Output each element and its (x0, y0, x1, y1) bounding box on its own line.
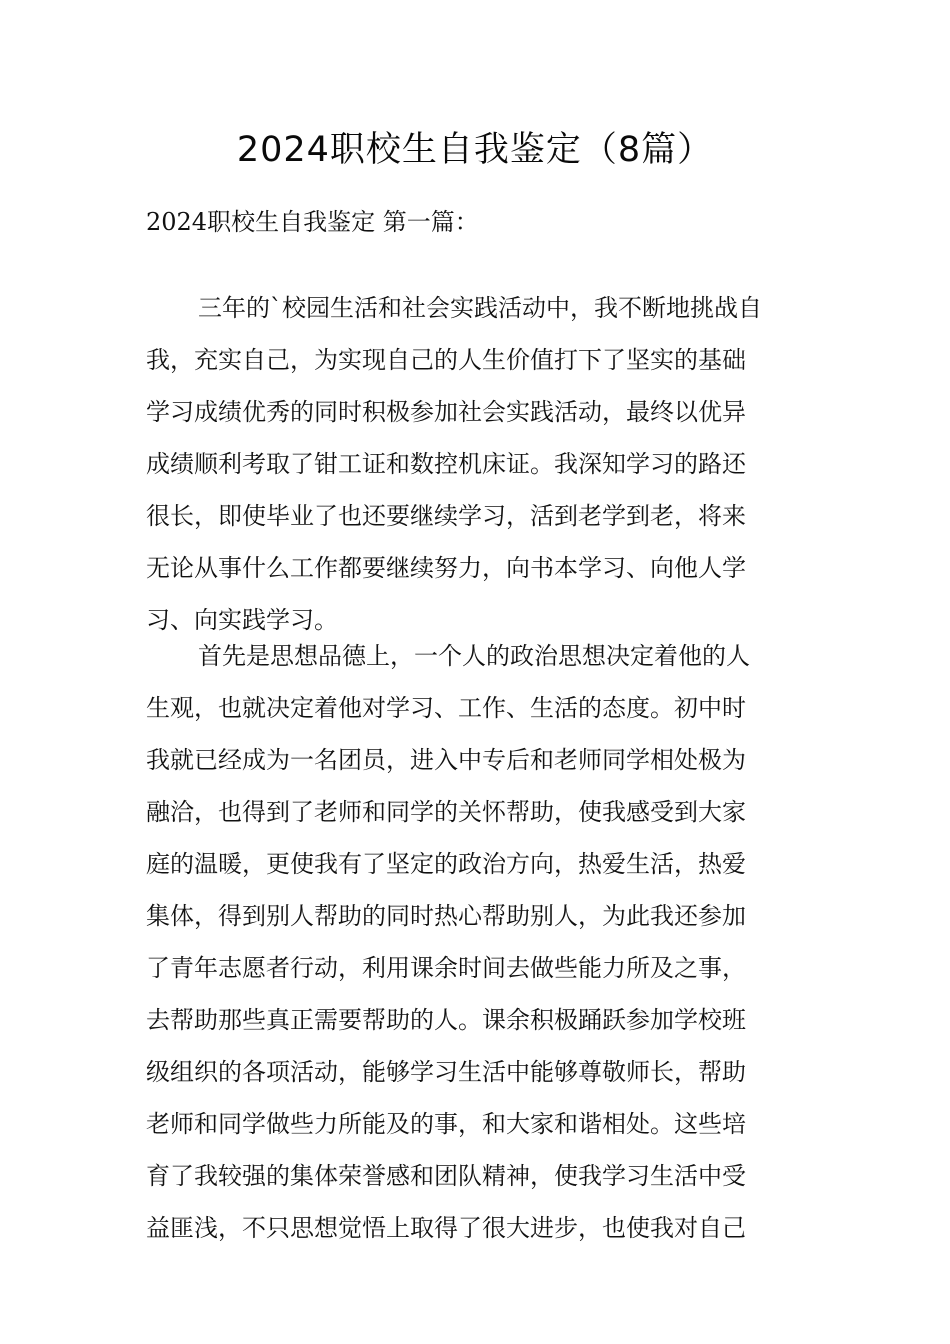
document-title: 2024职校生自我鉴定（8篇） (236, 130, 714, 170)
paragraph-line: 三年的`校园生活和社会实践活动中，我不断地挑战自 (198, 294, 762, 322)
paragraph-line: 育了我较强的集体荣誉感和团队精神，使我学习生活中受 (146, 1162, 746, 1190)
paragraph-line: 融洽，也得到了老师和同学的关怀帮助，使我感受到大家 (146, 798, 746, 826)
paragraph-line: 学习成绩优秀的同时积极参加社会实践活动，最终以优异 (146, 398, 746, 426)
paragraph-line: 首先是思想品德上，一个人的政治思想决定着他的人 (198, 642, 750, 670)
paragraph-1 (146, 282, 826, 646)
paragraph-line: 习、向实践学习。 (146, 606, 338, 634)
paragraph-2 (146, 630, 826, 1254)
paragraph-line: 无论从事什么工作都要继续努力，向书本学习、向他人学 (146, 554, 746, 582)
paragraph-line: 庭的温暖，更使我有了坚定的政治方向，热爱生活，热爱 (146, 850, 746, 878)
paragraph-line: 老师和同学做些力所能及的事，和大家和谐相处。这些培 (146, 1110, 746, 1138)
paragraph-line: 生观，也就决定着他对学习、工作、生活的态度。初中时 (146, 694, 746, 722)
paragraph-line: 去帮助那些真正需要帮助的人。课余积极踊跃参加学校班 (146, 1006, 746, 1034)
section-heading: 2024职校生自我鉴定 第一篇： (146, 208, 479, 236)
paragraph-line: 很长，即使毕业了也还要继续学习，活到老学到老，将来 (146, 502, 746, 530)
paragraph-line: 成绩顺利考取了钳工证和数控机床证。我深知学习的路还 (146, 450, 746, 478)
paragraph-line: 了青年志愿者行动，利用课余时间去做些能力所及之事， (146, 954, 746, 982)
paragraph-line: 级组织的各项活动，能够学习生活中能够尊敬师长，帮助 (146, 1058, 746, 1086)
paragraph-line: 益匪浅，不只思想觉悟上取得了很大进步，也使我对自己 (146, 1214, 746, 1242)
paragraph-line: 我就已经成为一名团员，进入中专后和老师同学相处极为 (146, 746, 746, 774)
paragraph-line: 集体，得到别人帮助的同时热心帮助别人，为此我还参加 (146, 902, 746, 930)
paragraph-line: 我，充实自己，为实现自己的人生价值打下了坚实的基础 (146, 346, 746, 374)
